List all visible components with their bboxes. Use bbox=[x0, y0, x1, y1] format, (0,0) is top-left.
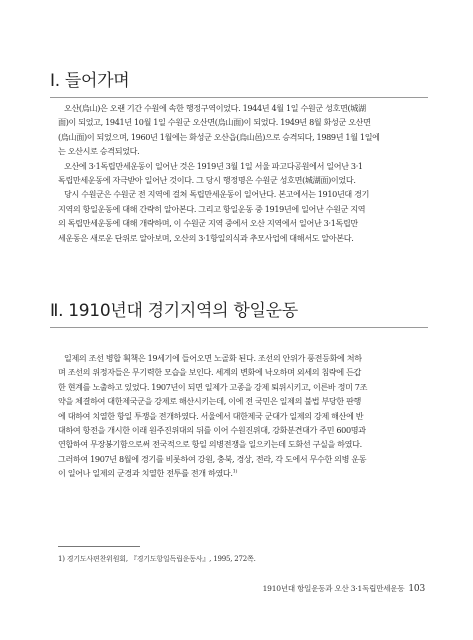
text-line: 한 현계를 노출하고 있었다. 1907년이 되면 일제가 고종을 강제 퇴위시키고, 이른바 정미 7조 bbox=[58, 381, 368, 392]
footnote-reference[interactable]: 1) bbox=[232, 468, 238, 475]
text-line: 오산(烏山)은 오랜 기간 수원에 속한 행정구역이었다. 1944년 4월 1일 수원군 성호면(城湖 bbox=[64, 103, 366, 113]
section-body-introduction bbox=[58, 101, 418, 245]
running-title: 1910년대 항일운동과 오산 3·1독립만세운동 bbox=[262, 584, 405, 593]
text-line: 일제의 조선 병합 획책은 19세기에 들어오면 노골화 된다. 조선의 안위가 풍전등화에 처하 bbox=[64, 353, 362, 363]
text-line: 세운동은 새로운 단위로 알아보며, 오산의 3·1항일의식과 추모사업에 대해서도 알아본다. bbox=[58, 232, 354, 243]
page-footer bbox=[263, 583, 425, 594]
page-number: 103 bbox=[408, 584, 425, 594]
text-line: 그러하여 1907년 8월에 경기를 비롯하여 강원, 충북, 경상, 전라, 각 도에서 무수한 의병 운동 bbox=[58, 453, 367, 464]
text-line: (烏山面)이 되었으며, 1960년 1월에는 화성군 오산읍(烏山邑)으로 승격되다, 1989년 1월 1일에 bbox=[58, 131, 380, 142]
text-line: 이 일어나 일제의 군경과 치열한 전투를 전개 하였다. bbox=[58, 468, 233, 479]
section-heading-1910s-gyeonggi: Ⅱ. 1910년대 경기지역의 항일운동 bbox=[50, 296, 428, 328]
text-line: 에 대하여 치열한 항일 투쟁을 전개하였다. 서울에서 대한제국 군대가 일제의 강제 해산에 반 bbox=[58, 410, 364, 421]
text-line: 오산에 3·1독립만세운동이 일어난 것은 1919년 3월 1일 서울 파고다공원에서 일어난 3·1 bbox=[64, 160, 363, 171]
text-line: 面)이 되었고, 1941년 10월 1일 수원군 오산면(烏山面)이 되었다. 1949년 8월 화성군 오산면 bbox=[58, 117, 371, 128]
text-line: 며 조선의 위정자들은 무기력한 모습을 보인다. 세계의 변화에 낙오하며 외세의 침략에 든갑 bbox=[58, 367, 362, 378]
text-line-with-footnote-ref bbox=[58, 466, 418, 480]
text-line: 는 오산시로 승격되었다. bbox=[58, 146, 140, 157]
text-line: 대하여 항전을 개시한 이래 원주진위대의 뒤를 이어 수원진위대, 강화분견대가 주민 600명과 bbox=[58, 425, 366, 436]
text-line: 약을 체결하여 대한제국군을 강제로 해산시키는데, 이에 전 국민은 일제의 불법 부당한 판행 bbox=[58, 396, 362, 407]
text-line: 지역의 항일운동에 대해 간략히 알아본다. 그리고 항일운동 중 1919년에 일어난 수원군 지역 bbox=[58, 203, 366, 214]
text-line: 연합하여 무장봉기함으로써 전국적으로 항일 의병전쟁을 일으키는데 도화선 구실을 하였다. bbox=[58, 439, 362, 450]
footnote: 1) 경기도사편찬위원회, 『경기도항일독립운동사』, 1995, 272쪽. bbox=[58, 555, 256, 563]
section-body-1910s-gyeonggi bbox=[58, 351, 418, 481]
text-line: 당시 수원군은 수원군 전 지역에 걸쳐 독립만세운동이 일어난다. 본고에서는 1910년대 경기 bbox=[64, 189, 370, 200]
footnote-divider bbox=[58, 546, 140, 547]
text-line: 독립만세운동에 자극받아 일어난 것이다. 그 당시 행정명은 수원군 성호면(城湖面)이었다. bbox=[58, 175, 356, 186]
text-line: 의 독립만세운동에 대해 개략하며, 이 수원군 지역 중에서 오산 지역에서 일어난 3·1독립만 bbox=[58, 218, 358, 229]
section-heading-introduction: Ⅰ. 들어가며 bbox=[50, 66, 428, 98]
